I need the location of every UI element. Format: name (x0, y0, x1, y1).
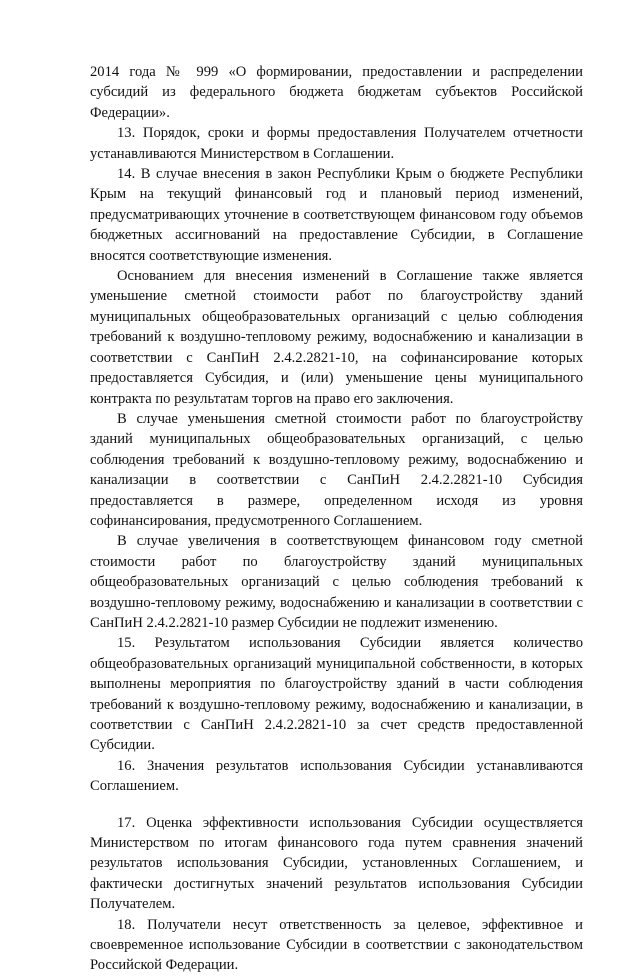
paragraph-cost-decrease: В случае уменьшения сметной стоимости работ по благоустройству зданий муниципальных общеобразовательных организаций, с целью соблюдения требований к воздушно-тепловому режиму, водоснабжению и канализации в соответствии с СанПиН 2.4.2.2821-10 Субсидия предоставляется в размере, определенном исходя из уровня софинансирования, предусмотренного Соглашением. (90, 410, 583, 529)
paragraph-17-efficiency: 17. Оценка эффективности использования Субсидии осуществляется Министерством по итогам финансового года путем сравнения значений результатов использования Субсидии, установленных Соглашением, и фактически достигнутых значений результатов использования Субсидии Получателем. (90, 814, 583, 913)
paragraph-continuation-2014-decree: 2014 года № 999 «О формировании, предоставлении и распределении субсидий из федерального бюджета бюджетам субъектов Российской Федерации». (90, 64, 583, 121)
paragraph-15-result: 15. Результатом использования Субсидии является количество общеобразовательных организаций муниципальной собственности, в которых выполнены мероприятия по благоустройству зданий в части соблюдения требований к воздушно-тепловому режиму, водоснабжению и канализации, в соответствии с СанПиН 2.4.2.2821-10 за счет средств предоставленной Субсидии. (90, 635, 583, 754)
paragraph-14-budget-changes: 14. В случае внесения в закон Республики Крым о бюджете Республики Крым на текущий финансовый год и плановый период изменений, предусматривающих уточнение в соответствующем финансовом году объемов бюджетных ассигнований на предоставление Субсидии, в Соглашение вносятся соответствующие изменения. (90, 166, 583, 264)
paragraph-13-reporting: 13. Порядок, сроки и формы предоставления Получателем отчетности устанавливаются Министерством в Соглашении. (90, 125, 583, 162)
paragraph-16-result-values: 16. Значения результатов использования Субсидии устанавливаются Соглашением. (90, 757, 583, 795)
document-page (90, 62, 583, 976)
paragraph-spacer (90, 797, 583, 813)
paragraph-18-responsibility: 18. Получатели несут ответственность за целевое, эффективное и своевременное использование Субсидии в соответствии с законодательством Российской Федерации. (90, 916, 583, 974)
paragraph-cost-increase: В случае увеличения в соответствующем финансовом году сметной стоимости работ по благоустройству зданий муниципальных общеобразовательных организаций с целью соблюдения требований к воздушно-тепловому режиму, водоснабжению и канализации в соответствии с СанПиН 2.4.2.2821-10 размер Субсидии не подлежит изменению. (90, 533, 583, 631)
paragraph-grounds-for-changes: Основанием для внесения изменений в Соглашение также является уменьшение сметной стоимости работ по благоустройству зданий муниципальных общеобразовательных организаций с целью соблюдения требований к воздушно-тепловому режиму, водоснабжению и канализации в соответствии с СанПиН 2.4.2.2821-10, на софинансирование которых предоставляется Субсидия, и (или) уменьшение цены муниципального контракта по результатам торгов на право его заключения. (90, 268, 583, 407)
